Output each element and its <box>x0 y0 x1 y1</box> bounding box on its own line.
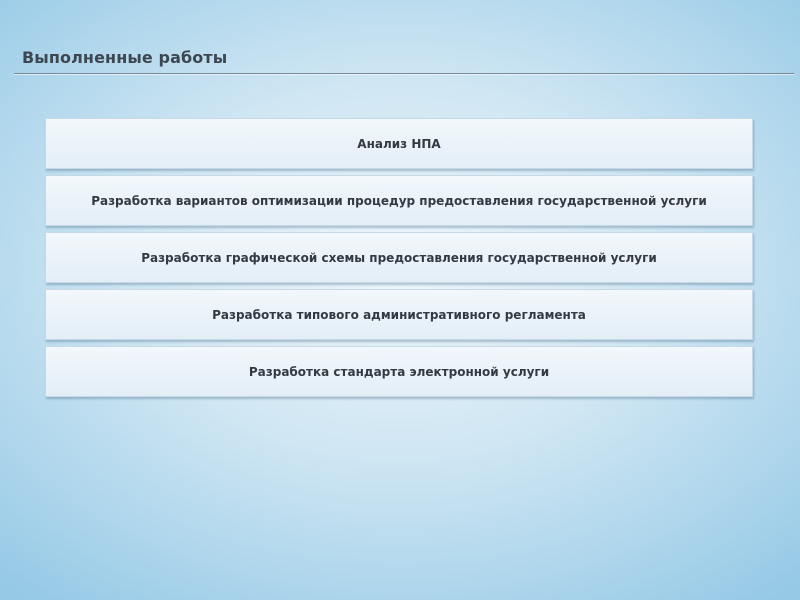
slide-title: Выполненные работы <box>22 48 228 67</box>
list-item-optimization <box>45 175 753 226</box>
list-item-label: Анализ НПА <box>357 136 441 151</box>
title-divider <box>14 73 794 74</box>
list-item-regulation <box>45 289 753 340</box>
list-item-analysis <box>45 118 753 169</box>
work-items-list <box>45 118 753 403</box>
list-item-e-service-standard <box>45 346 753 397</box>
list-item-label: Разработка стандарта электронной услуги <box>248 364 550 379</box>
list-item-graphic-scheme <box>45 232 753 283</box>
list-item-label: Разработка графической схемы предоставления государственной услуги <box>141 250 657 265</box>
list-item-label: Разработка типового административного регламента <box>212 307 586 322</box>
list-item-label: Разработка вариантов оптимизации процедур предоставления государственной услуги <box>91 193 707 208</box>
